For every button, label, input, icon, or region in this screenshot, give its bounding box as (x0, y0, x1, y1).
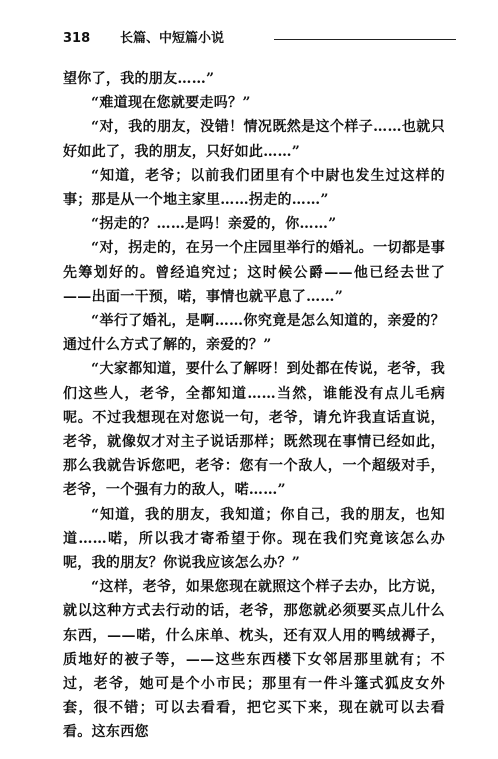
paragraph: “对，拐走的，在另一个庄园里举行的婚礼。一切都是事先筹划好的。曾经追究过；这时候公爵——他已经去世了——出面一干预，喏，事情也就平息了……” (63, 240, 445, 305)
paragraph: “知道，我的朋友，我知道；你自己，我的朋友，也知道……喏，所以我才寄希望于你。现在我们究竟该怎么办呢，我的朋友？你说我应该怎么办？” (63, 506, 445, 572)
paragraph: “难道现在您就要走吗？” (91, 95, 251, 112)
page-number: 318 (63, 31, 91, 46)
book-title: 长篇、中短篇小说 (120, 31, 225, 46)
running-header (63, 30, 463, 48)
paragraph: “举行了婚礼，是啊……你究竟是怎么知道的，亲爱的？通过什么方式了解的，亲爱的？” (63, 313, 445, 354)
paragraph: “拐走的？……是吗！亲爱的，你……” (91, 216, 337, 233)
paragraph: “对，我的朋友，没错！情况既然是这个样子……也就只好如此了，我的朋友，只好如此……” (63, 119, 445, 160)
paragraph: “这样，老爷，如果您现在就照这个样子去办，比方说，就以这种方式去行动的话，老爷，那您就必须要买点儿什么东西，——喏，什么床单、枕头，还有双人用的鸭绒褥子，质地好的被子等，——这些东西楼下女邻居那里就有；不过，老爷，她可是个小市民；那里有一件斗篷式狐皮女外套，很不错；可以去看看，把它买下来，现在就可以去看看。这东西您 (63, 579, 445, 741)
paragraph-continued: 望你了，我的朋友……” (63, 71, 215, 87)
paragraph: “知道，老爷；以前我们团里有个中尉也发生过这样的事；那是从一个地主家里……拐走的……” (63, 167, 445, 209)
body-text (63, 67, 445, 745)
paragraph: “大家都知道，要什么了解呀！到处都在传说，老爷，我们这些人，老爷，全都知道……当然，谁能没有点儿毛病呢。不过我想现在对您说一句，老爷，请允许我直话直说，老爷，就像奴才对主子说话那样；既然现在事情已经如此，那么我就告诉您吧，老爷：您有一个敌人，一个超级对手，老爷，一个强有力的敌人，喏……” (63, 361, 445, 499)
header-rule (274, 39, 456, 40)
